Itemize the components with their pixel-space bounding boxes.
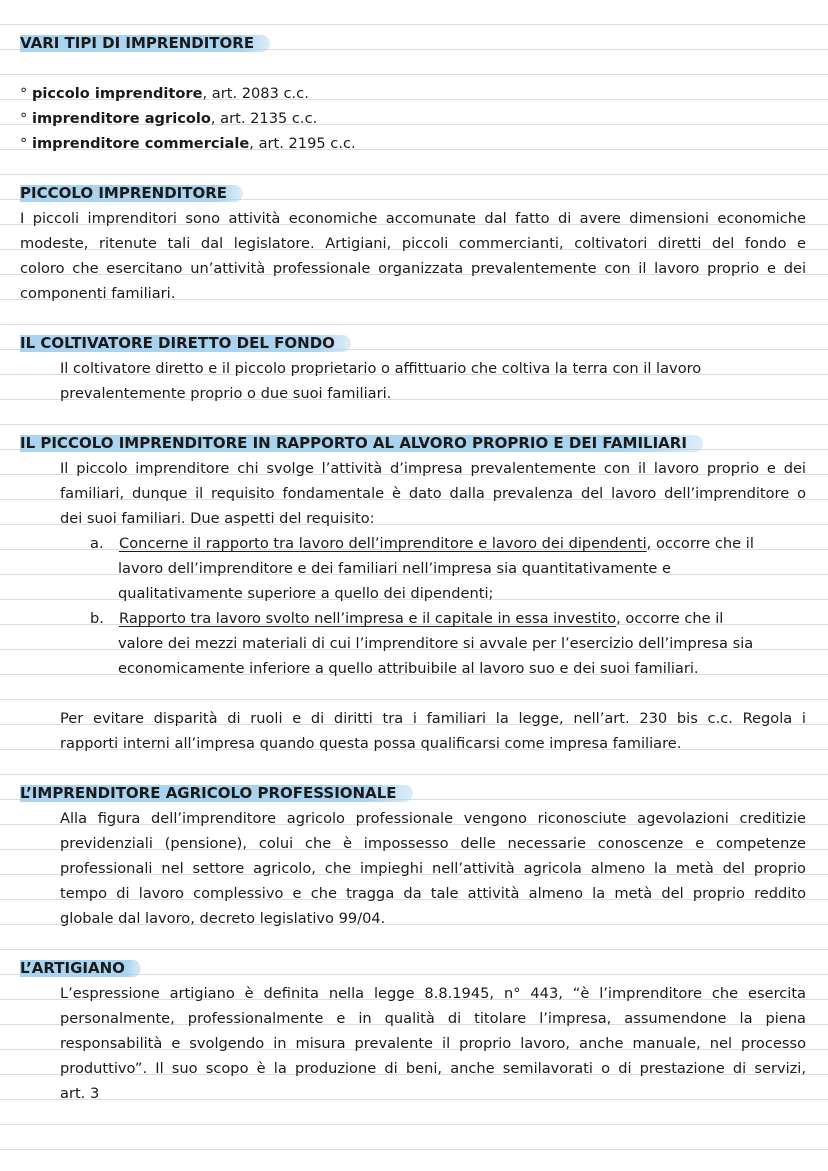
heading-highlight: IL PICCOLO IMPRENDITORE IN RAPPORTO AL ALVORO PROPRIO E DEI FAMILIARI <box>20 435 703 452</box>
text-line: familiari, dunque il requisito fondamentale è dato dalla prevalenza del lavoro dell’imprenditore o <box>60 485 806 502</box>
heading-highlight: PICCOLO IMPRENDITORE <box>20 185 243 202</box>
section-heading-coltivatore <box>20 331 806 356</box>
text-line: rapporti interni all’impresa quando questa possa qualificarsi come impresa familiare. <box>60 735 682 752</box>
item-underlined-text: Concerne il rapporto tra lavoro dell’imprenditore e lavoro dei dipendenti <box>119 535 647 552</box>
notes-page <box>20 31 806 1106</box>
text-line: valore dei mezzi materiali di cui l’imprenditore si avvale per l’esercizio dell’impresa sia <box>118 635 754 652</box>
tipo-name: imprenditore agricolo <box>31 110 211 127</box>
text-line: dei suoi familiari. Due aspetti del requisito: <box>60 510 375 527</box>
text-line: componenti familiari. <box>20 285 176 302</box>
list-item-tipo <box>20 131 806 156</box>
item-text: , occorre che il <box>646 535 754 552</box>
section-heading-rapporto <box>20 431 806 456</box>
bullet: ° <box>20 110 28 127</box>
section-heading-artigiano <box>20 956 806 981</box>
heading-highlight: L’IMPRENDITORE AGRICOLO PROFESSIONALE <box>20 785 413 802</box>
heading-highlight: VARI TIPI DI IMPRENDITORE <box>20 35 270 52</box>
list-item-b <box>20 606 806 631</box>
text-line: responsabilità e svolgendo in misura prevalente il proprio lavoro, anche manuale, nel processo <box>60 1035 806 1052</box>
list-item-tipo <box>20 106 806 131</box>
text-line: lavoro dell’imprenditore e dei familiari nell’impresa sia quantitativamente e <box>118 560 672 577</box>
text-line: tempo di lavoro complessivo e che tragga da tale attività almeno la metà del proprio reddito <box>60 885 806 902</box>
text-line: personalmente, professionalmente e in qualità di titolare l’impresa, assumendone la piena <box>60 1010 806 1027</box>
item-text: , occorre che il <box>616 610 724 627</box>
text-line: globale dal lavoro, decreto legislativo 99/04. <box>60 910 386 927</box>
text-line: Il piccolo imprenditore chi svolge l’attività d’impresa prevalentemente con il lavoro proprio e dei <box>60 460 806 477</box>
section-heading-agricolo <box>20 781 806 806</box>
tipo-ref: , art. 2195 c.c. <box>249 135 356 152</box>
item-marker: a. <box>90 535 104 552</box>
blank-line <box>20 56 806 81</box>
text-line: L’espressione artigiano è definita nella legge 8.8.1945, n° 443, “è l’imprenditore che esercita <box>60 985 806 1002</box>
bullet: ° <box>20 135 28 152</box>
bullet: ° <box>20 85 28 102</box>
tipo-ref: , art. 2135 c.c. <box>210 110 318 127</box>
section-heading-tipi <box>20 31 806 56</box>
text-line: previdenziali (pensione), colui che è impossesso delle necessarie conoscenze e competenze <box>60 835 806 852</box>
heading-highlight: L’ARTIGIANO <box>20 960 141 977</box>
list-item-tipo <box>20 81 806 106</box>
tipo-ref: , art. 2083 c.c. <box>202 85 309 102</box>
heading-highlight: IL COLTIVATORE DIRETTO DEL FONDO <box>20 335 351 352</box>
text-line: qualitativamente superiore a quello dei dipendenti; <box>118 585 494 602</box>
blank-line <box>20 681 806 706</box>
text-line: professionali nel settore agricolo, che impieghi nell’attività agricola almeno la metà del proprio <box>60 860 806 877</box>
list-item-a <box>20 531 806 556</box>
blank-line <box>20 756 806 781</box>
text-line: modeste, ritenute tali dal legislatore. Artigiani, piccoli commercianti, coltivatori diretti del fondo e <box>20 235 806 252</box>
text-line: Per evitare disparità di ruoli e di diritti tra i familiari la legge, nell’art. 230 bis c.c. Regola i <box>60 710 806 727</box>
item-marker: b. <box>90 610 104 627</box>
blank-line <box>20 156 806 181</box>
blank-line <box>20 406 806 431</box>
text-line: Il coltivatore diretto e il piccolo proprietario o affittuario che coltiva la terra con il lavoro <box>60 360 702 377</box>
text-line: Alla figura dell’imprenditore agricolo professionale vengono riconosciute agevolazioni creditizie <box>60 810 806 827</box>
item-underlined-text: Rapporto tra lavoro svolto nell’impresa e il capitale in essa investito <box>119 610 617 627</box>
text-line: economicamente inferiore a quello attribuibile al lavoro suo e dei suoi familiari. <box>118 660 699 677</box>
blank-line <box>20 931 806 956</box>
text-line: art. 3 <box>60 1085 100 1102</box>
tipo-name: imprenditore commerciale <box>31 135 250 152</box>
blank-line <box>20 306 806 331</box>
text-line: I piccoli imprenditori sono attività economiche accomunate dal fatto di avere dimensioni economiche <box>20 210 806 227</box>
tipo-name: piccolo imprenditore <box>31 85 203 102</box>
text-line: produttivo”. Il suo scopo è la produzione di beni, anche semilavorati o di prestazione di servizi, <box>60 1060 806 1077</box>
section-heading-piccolo <box>20 181 806 206</box>
text-line: prevalentemente proprio o due suoi familiari. <box>60 385 392 402</box>
text-line: coloro che esercitano un’attività professionale organizzata prevalentemente con il lavoro proprio e dei <box>20 260 806 277</box>
